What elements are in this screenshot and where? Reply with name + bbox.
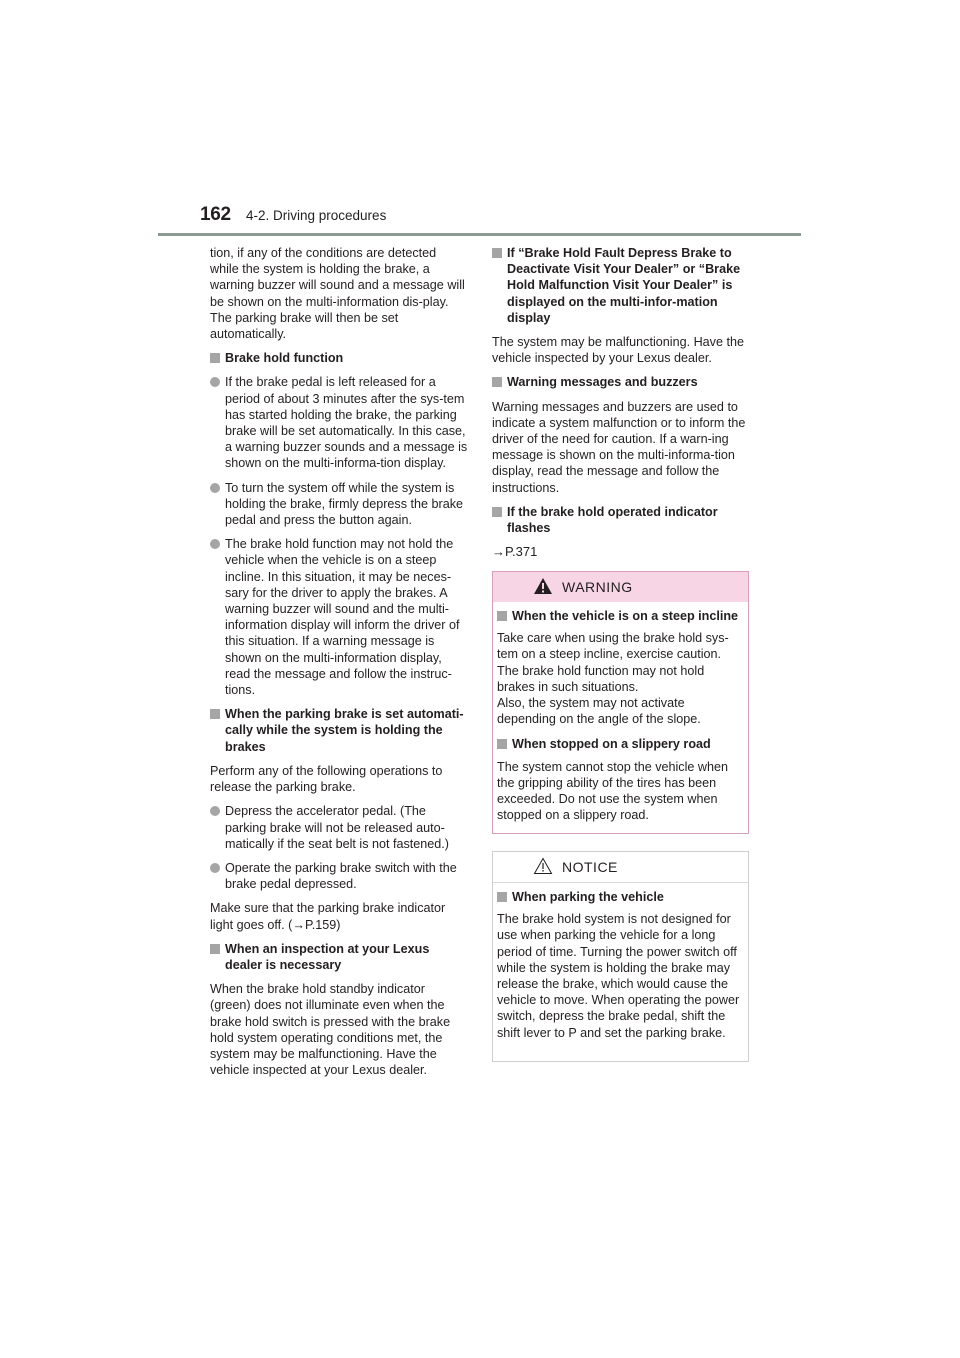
square-bullet-icon <box>210 353 220 363</box>
square-bullet-icon <box>497 892 507 902</box>
heading-brake-hold-function: Brake hold function <box>210 350 468 366</box>
paragraph: The system may be malfunctioning. Have the vehicle inspected by your Lexus dealer. <box>492 335 744 366</box>
square-bullet-icon <box>492 248 502 258</box>
list-item: The brake hold function may not hold the vehicle when the vehicle is on a steep incline. In this situation, it may be neces-sary for the driver to apply the brakes. A warning buzzer will sound and the multi-information display will inform the driver of this situation. If a warning message is shown on the multi-information display, read the message and follow the instruc-tions. <box>210 536 468 698</box>
heading-slippery-road: When stopped on a slippery road <box>497 736 743 752</box>
paragraph: The brake hold system is not designed for use when parking the vehicle for a long period of time. Turning the power switch off while the system is holding the brake may release the brake, which would cause the vehicle to move. When operating the power switch, depress the brake pedal, shift the shift lever to P and set the parking brake. <box>497 912 740 1040</box>
square-bullet-icon <box>497 739 507 749</box>
square-bullet-icon <box>492 507 502 517</box>
square-bullet-icon <box>492 377 502 387</box>
list-item: Operate the parking brake switch with the brake pedal depressed. <box>210 860 468 892</box>
heading-steep-incline: When the vehicle is on a steep incline <box>497 608 743 624</box>
heading-indicator-flashes: If the brake hold operated indicator flashes <box>492 504 750 536</box>
paragraph: Warning messages and buzzers are used to indicate a system malfunction or to inform the driver of the need for caution. If a warn-ing message is shown on the multi-informa-tion display, read the message and follow the instructions. <box>492 399 746 495</box>
paragraph: Make sure that the parking brake indicator light goes off. (→P.159) <box>210 901 446 932</box>
round-bullet-icon <box>210 863 220 873</box>
warning-body <box>493 602 748 823</box>
square-bullet-icon <box>210 709 220 719</box>
warning-box <box>492 571 749 834</box>
heading-warning-messages: Warning messages and buzzers <box>492 374 750 390</box>
warning-triangle-icon <box>533 577 553 595</box>
notice-header <box>493 852 748 883</box>
round-bullet-icon <box>210 483 220 493</box>
page-reference: →P.371 <box>492 544 538 560</box>
warning-title: WARNING <box>562 579 633 595</box>
right-column <box>492 245 750 568</box>
page-number: 162 <box>200 204 231 225</box>
list-item: To turn the system off while the system is holding the brake, firmly depress the brake pedal and press the button again. <box>210 480 468 529</box>
intro-paragraph: tion, if any of the conditions are detected while the system is holding the brake, a warning buzzer will sound and a message will be shown on the multi-information dis-play. The parking brake will then be set automatically. <box>210 246 465 342</box>
caution-triangle-icon <box>533 857 553 875</box>
round-bullet-icon <box>210 806 220 816</box>
heading-parking-vehicle: When parking the vehicle <box>497 889 743 905</box>
round-bullet-icon <box>210 377 220 387</box>
page-header <box>200 204 800 230</box>
paragraph: When the brake hold standby indicator (green) does not illuminate even when the brake hold switch is pressed with the brake hold system operating conditions met, the system may be malfunctioning. Have the vehicle inspected at your Lexus dealer. <box>210 982 451 1078</box>
round-bullet-icon <box>210 539 220 549</box>
section-title: 4-2. Driving procedures <box>246 208 387 223</box>
square-bullet-icon <box>497 611 507 621</box>
notice-box <box>492 851 749 1062</box>
square-bullet-icon <box>210 944 220 954</box>
paragraph: Perform any of the following operations to release the parking brake. <box>210 763 443 795</box>
warning-header <box>493 572 748 602</box>
heading-fault-message: If “Brake Hold Fault Depress Brake to Deactivate Visit Your Dealer” or “Brake Hold Malfunction Visit Your Dealer” is displayed on the multi-infor-mation display <box>492 245 750 326</box>
left-column <box>210 245 468 1086</box>
notice-title: NOTICE <box>562 859 618 875</box>
header-rule <box>158 233 801 236</box>
paragraph: Take care when using the brake hold sys-tem on a steep incline, exercise caution. The brake hold function may not hold brakes in such situations. Also, the system may not activate depending on the angle of the slope. <box>497 631 729 727</box>
paragraph: The system cannot stop the vehicle when the gripping ability of the tires has been exceeded. Do not use the system when stopped on a slippery road. <box>497 759 729 823</box>
list-item: If the brake pedal is left released for a period of about 3 minutes after the sys-tem has started holding the brake, the parking brake will be set automatically. In this case, a warning buzzer sounds and a message is shown on the multi-informa-tion display. <box>210 374 468 471</box>
notice-body <box>493 883 748 1041</box>
heading-inspection: When an inspection at your Lexus dealer is necessary <box>210 941 468 973</box>
list-item: Depress the accelerator pedal. (The parking brake will not be released auto-matically if the seat belt is not fastened.) <box>210 803 468 852</box>
heading-parking-brake-auto: When the parking brake is set automati-cally while the system is holding the brakes <box>210 706 468 755</box>
